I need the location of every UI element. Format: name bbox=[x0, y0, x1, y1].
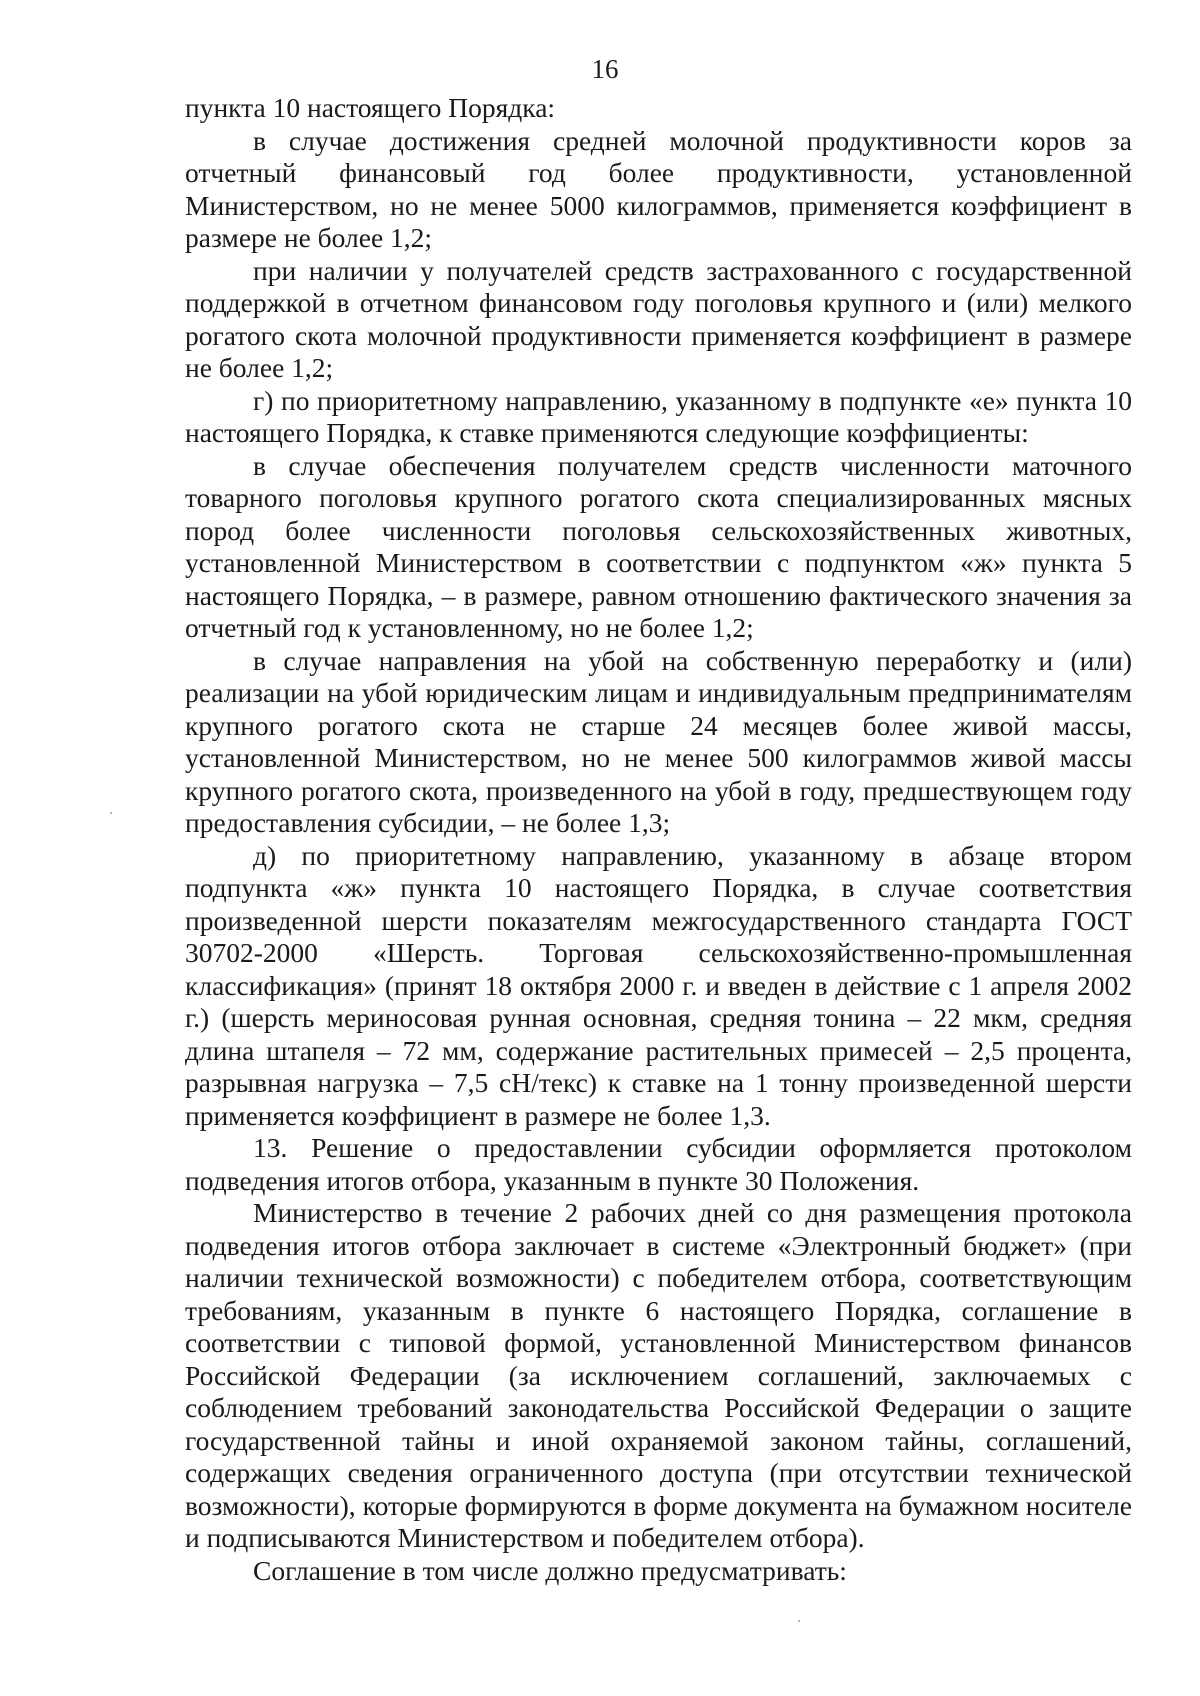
paragraph: в случае достижения средней молочной продуктивности коров за отчетный финансовый год более продуктивности, установленной Министерством, но не менее 5000 килограммов, применяется коэффициент в размере не более 1,2; bbox=[185, 124, 1132, 253]
paragraph: д) по приоритетному направлению, указанному в абзаце втором подпункта «ж» пункта 10 настоящего Порядка, в случае соответствия произведенной шерсти показателям межгосударственного стандарта ГОСТ 30702-2000 «Шерсть. Торговая сельскохозяйственно-промышленная классификация» (принят 18 октября 2000 г. и введен в действие с 1 апреля 2002 г.) (шерсть мериносовая рунная основная, средняя тонина – 22 мкм, средняя длина штапеля – 72 мм, содержание растительных примесей – 2,5 процента, разрывная нагрузка – 7,5 сН/текс) к ставке на 1 тонну произведенной шерсти применяется коэффициент в размере не более 1,3. bbox=[185, 839, 1132, 1131]
paragraph: г) по приоритетному направлению, указанному в подпункте «е» пункта 10 настоящего Порядка, к ставке применяются следующие коэффициенты: bbox=[185, 384, 1132, 448]
paragraph: при наличии у получателей средств застрахованного с государственной поддержкой в отчетном финансовом году поголовья крупного и (или) мелкого рогатого скота молочной продуктивности применяется коэффициент в размере не более 1,2; bbox=[185, 254, 1132, 383]
paragraph: Министерство в течение 2 рабочих дней со дня размещения протокола подведения итогов отбора заключает в системе «Электронный бюджет» (при наличии технической возможности) с победителем отбора, соответствующим требованиям, указанным в пункте 6 настоящего Порядка, соглашение в соответствии с типовой формой, установленной Министерством финансов Российской Федерации (за исключением соглашений, заключаемых с соблюдением требований законодательства Российской Федерации о защите государственной тайны и иной охраняемой законом тайны, соглашений, содержащих сведения ограниченного доступа (при отсутствии технической возможности), которые формируются в форме документа на бумажном носителе и подписываются Министерством и победителем отбора). bbox=[185, 1197, 1132, 1553]
document-body bbox=[185, 92, 1132, 1587]
scan-speck bbox=[798, 1620, 800, 1622]
paragraph: в случае направления на убой на собственную переработку и (или) реализации на убой юридическим лицам и индивидуальным предпринимателям крупного рогатого скота не старше 24 месяцев более живой массы, установленной Министерством, но не менее 500 килограммов живой массы крупного рогатого скота, произведенного на убой в году, предшествующем году предоставления субсидии, – не более 1,3; bbox=[185, 644, 1132, 838]
paragraph: пункта 10 настоящего Порядка: bbox=[185, 92, 556, 123]
paragraph: 13. Решение о предоставлении субсидии оформляется протоколом подведения итогов отбора, указанным в пункте 30 Положения. bbox=[185, 1132, 1132, 1196]
paragraph: Соглашение в том числе должно предусматривать: bbox=[253, 1554, 847, 1586]
page-number: 16 bbox=[591, 54, 619, 84]
paragraph: в случае обеспечения получателем средств численности маточного товарного поголовья крупного рогатого скота специализированных мясных пород более численности поголовья сельскохозяйственных животных, установленной Министерством в соответствии с подпунктом «ж» пункта 5 настоящего Порядка, – в размере, равном отношению фактического значения за отчетный год к установленному, но не более 1,2; bbox=[185, 449, 1132, 643]
scan-speck bbox=[110, 812, 112, 814]
